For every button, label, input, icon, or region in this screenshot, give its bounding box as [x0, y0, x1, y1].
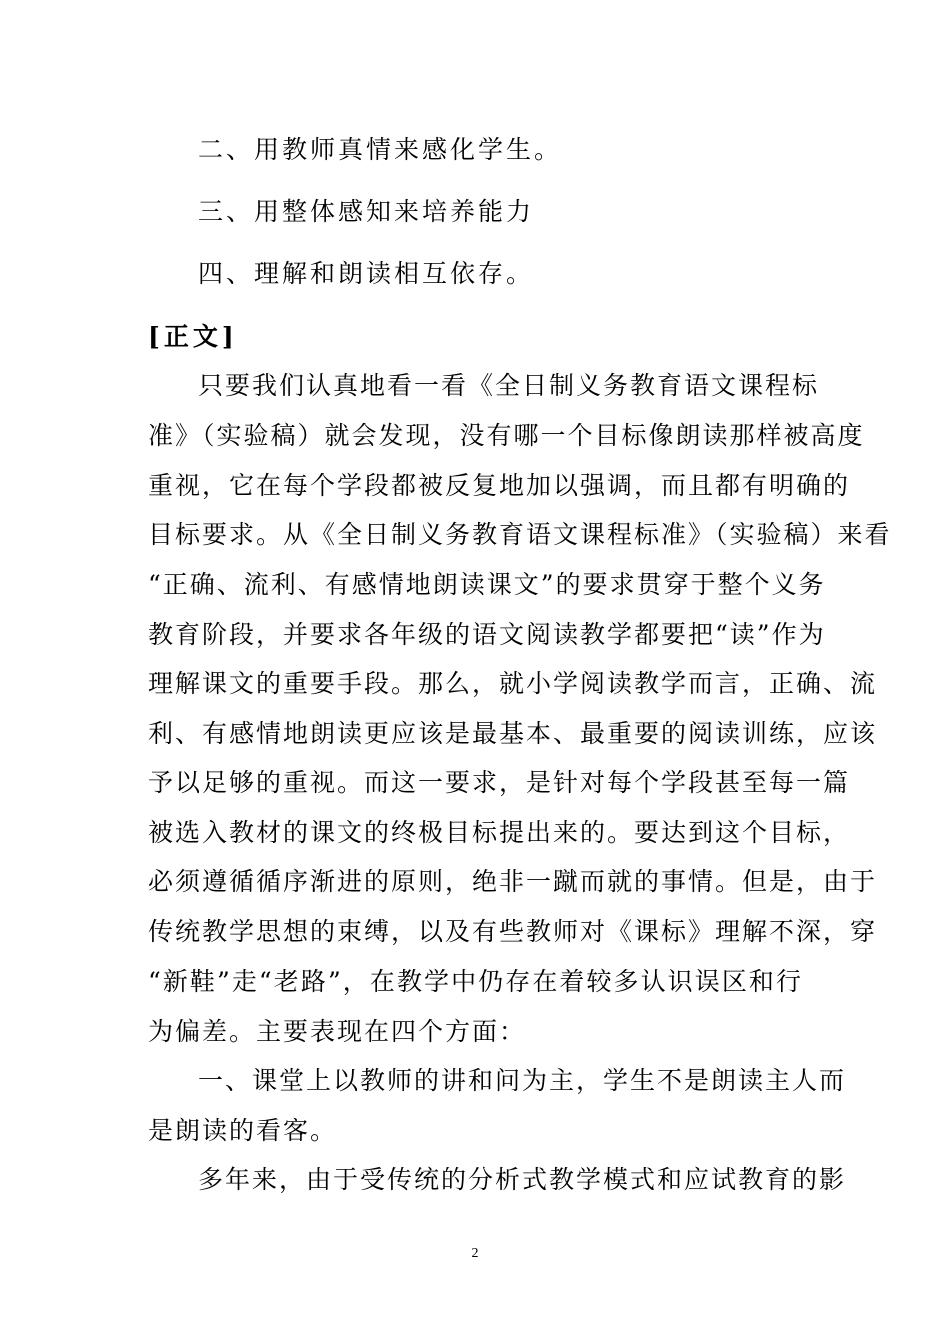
body-line: 予以足够的重视。而这一要求，是针对每个学段甚至每一篇	[148, 768, 851, 797]
body-line: 被选入教材的课文的终极目标提出来的。要达到这个目标，	[148, 818, 851, 847]
body-line: 准》（实验稿）就会发现，没有哪一个目标像朗读那样被高度	[148, 421, 865, 450]
outline-item-3: 三、用整体感知来培养能力	[198, 197, 535, 226]
outline-item-2: 二、用教师真情来感化学生。	[198, 135, 563, 164]
body-line: 目标要求。从《全日制义务教育语文课程标准》（实验稿）来看	[148, 520, 892, 549]
outline-item-4: 四、理解和朗读相互依存。	[198, 259, 535, 288]
body-line: 传统教学思想的束缚，以及有些教师对《课标》理解不深，穿	[148, 917, 878, 946]
body-line: 只要我们认真地看一看《全日制义务教育语文课程标	[198, 371, 820, 400]
point-line: 一、课堂上以教师的讲和问为主，学生不是朗读主人而	[198, 1066, 847, 1095]
body-line: 重视，它在每个学段都被反复地加以强调，而且都有明确的	[148, 471, 851, 500]
body-line: 理解课文的重要手段。那么，就小学阅读教学而言，正确、流	[148, 669, 878, 698]
section-heading: [正文]	[148, 322, 238, 351]
body-line: 为偏差。主要表现在四个方面：	[148, 1017, 527, 1046]
body-line: “新鞋”走“老路”，在教学中仍存在着较多认识误区和行	[148, 967, 803, 996]
point-line: 是朗读的看客。	[148, 1116, 338, 1145]
body-line: 必须遵循循序渐进的原则，绝非一蹴而就的事情。但是，由于	[148, 867, 878, 896]
body-line: 利、有感情地朗读更应该是最基本、最重要的阅读训练，应该	[148, 719, 878, 748]
body-line: 教育阶段，并要求各年级的语文阅读教学都要把“读”作为	[148, 620, 826, 649]
body-line: 多年来，由于受传统的分析式教学模式和应试教育的影	[198, 1165, 847, 1194]
page-number: 2	[471, 1246, 479, 1261]
body-line: “正确、流利、有感情地朗读课文”的要求贯穿于整个义务	[148, 570, 826, 599]
